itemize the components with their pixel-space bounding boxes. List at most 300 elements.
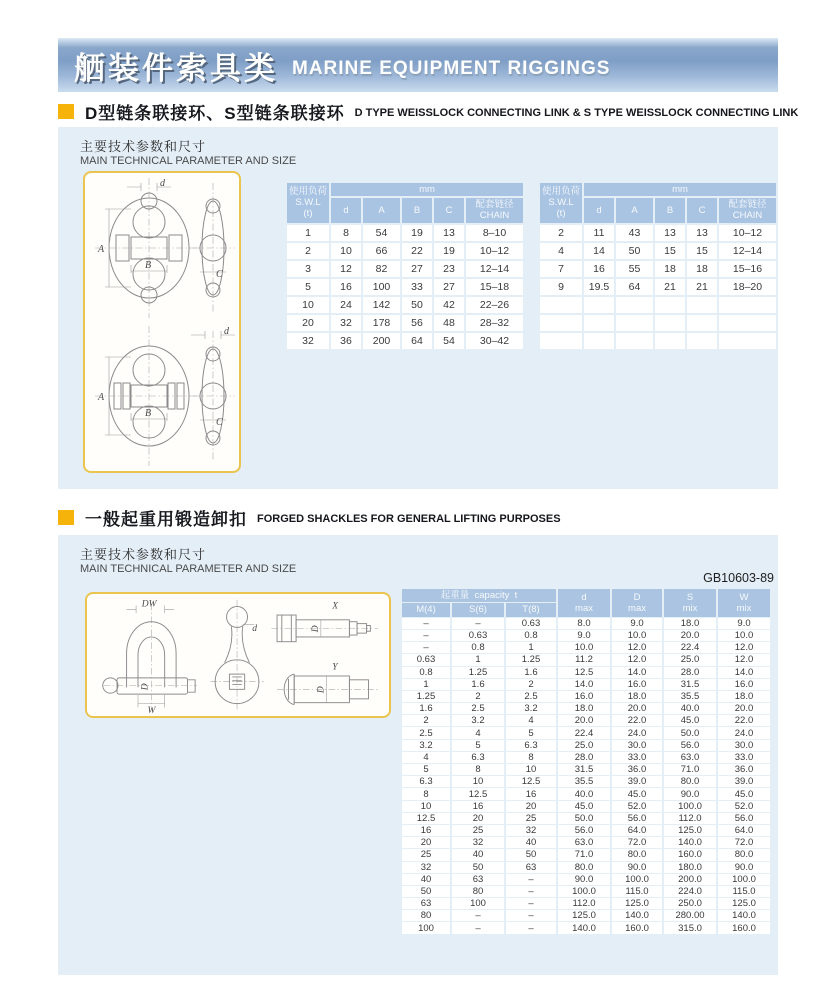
table-cell: 36.0 [718, 764, 770, 775]
table-row [287, 243, 523, 259]
table-cell: 1.6 [506, 667, 556, 678]
table-cell: 100.0 [664, 801, 716, 812]
table-cell: 115.0 [718, 886, 770, 897]
table-row [540, 315, 776, 331]
table-cell: 15 [655, 243, 685, 259]
table-row [402, 788, 770, 799]
table-cell: 71.0 [558, 849, 610, 860]
table-cell: 19 [434, 243, 464, 259]
table-cell: – [506, 898, 556, 909]
table-row [540, 261, 776, 277]
table-cell: 20.0 [664, 630, 716, 641]
section1-panel [58, 127, 778, 489]
table-cell: 22.0 [612, 715, 662, 726]
table-cell: 50 [506, 849, 556, 860]
section1-title-cn: D型链条联接环、S型链条联接环 [85, 104, 345, 123]
table-cell: 100.0 [718, 874, 770, 885]
column-header-b: B [402, 198, 432, 222]
table-row [402, 679, 770, 690]
table-cell: 25.0 [558, 740, 610, 751]
section2-title-en: FORGED SHACKLES FOR GENERAL LIFTING PURPOSES [257, 513, 561, 525]
table-cell: 10.0 [612, 630, 662, 641]
table-cell [540, 315, 582, 331]
table-cell: 90.0 [664, 788, 716, 799]
table-cell: 11 [584, 225, 614, 241]
table-cell: 1.25 [452, 667, 504, 678]
table-cell: 16.0 [558, 691, 610, 702]
table-cell: 20 [287, 315, 329, 331]
table-cell: 40.0 [664, 703, 716, 714]
table-cell: 25.0 [664, 654, 716, 665]
banner-title-en: MARINE EQUIPMENT RIGGINGS [292, 57, 611, 79]
dim-label-b: B [145, 408, 152, 419]
table-body [540, 225, 776, 349]
section2-panel [58, 535, 778, 975]
table-row [402, 703, 770, 714]
section1-header [58, 99, 798, 124]
dim-label-c: C [216, 417, 223, 428]
table-cell: 19 [402, 225, 432, 241]
table-cell: 12.0 [612, 642, 662, 653]
table-cell [616, 333, 653, 349]
table-cell [584, 315, 614, 331]
column-header-S-mix: S mix [664, 589, 716, 617]
table-cell: 8 [331, 225, 361, 241]
table-cell: 63 [452, 874, 504, 885]
table-cell: 9.0 [558, 630, 610, 641]
table-row [540, 243, 776, 259]
table-cell: 33 [402, 279, 432, 295]
column-header-swl: 使用负荷 S.W.L (t) [287, 183, 329, 223]
table-header [540, 183, 776, 223]
banner-title-cn: 舾装件索具类 [74, 50, 278, 86]
table-row [402, 874, 770, 885]
table-cell: 18–20 [719, 279, 776, 295]
table-cell: 56.0 [558, 825, 610, 836]
table-cell: 10.0 [718, 630, 770, 641]
table-cell: 2 [540, 225, 582, 241]
table-cell: 6.3 [452, 752, 504, 763]
table-cell: 10 [287, 297, 329, 313]
dim-label-dcap: D [311, 625, 321, 633]
table-cell: 160.0 [612, 922, 662, 933]
table-cell: 100.0 [558, 886, 610, 897]
table-row [402, 752, 770, 763]
table-cell: – [402, 618, 450, 629]
column-header-chain: 配套链径 CHAIN [466, 198, 523, 222]
table-header [287, 183, 523, 223]
table-cell: 33.0 [718, 752, 770, 763]
table-cell: 16.0 [612, 679, 662, 690]
table-cell [687, 333, 717, 349]
table-body [287, 225, 523, 349]
table-row [287, 261, 523, 277]
section2-title-cn: 一般起重用锻造卸扣 [85, 510, 247, 529]
table-cell: 8 [402, 788, 450, 799]
table-cell: 16 [452, 801, 504, 812]
dim-label-dw: DW [141, 599, 157, 610]
connecting-link-drawing-box [83, 171, 241, 473]
table-cell: – [452, 922, 504, 933]
table-cell: 30–42 [466, 333, 523, 349]
table-cell: 28.0 [664, 667, 716, 678]
table-cell: 0.63 [402, 654, 450, 665]
table-cell: 160.0 [664, 849, 716, 860]
table-cell: 9 [540, 279, 582, 295]
table-cell [655, 333, 685, 349]
table-cell: 71.0 [664, 764, 716, 775]
table-cell: 32 [506, 825, 556, 836]
table-cell: 12.5 [506, 776, 556, 787]
table-cell: 63.0 [558, 837, 610, 848]
table-cell: 18.0 [718, 691, 770, 702]
table-cell: – [506, 910, 556, 921]
table-cell: 48 [434, 315, 464, 331]
table-cell: 20 [402, 837, 450, 848]
table-row [402, 618, 770, 629]
dim-label-d: d [224, 326, 229, 337]
table-cell: 5 [402, 764, 450, 775]
column-header-d-max: d max [558, 589, 610, 617]
dim-label-y: Y [332, 662, 338, 673]
table-cell: 12.0 [718, 642, 770, 653]
table-cell: 52.0 [718, 801, 770, 812]
table-cell: 15–16 [719, 261, 776, 277]
table-cell: 2 [402, 715, 450, 726]
table-cell: 4 [540, 243, 582, 259]
table-cell: 40 [452, 849, 504, 860]
table-row [402, 849, 770, 860]
table-cell: 1 [402, 679, 450, 690]
table-cell: 18 [687, 261, 717, 277]
table-cell: 10 [506, 764, 556, 775]
table-cell: 50 [402, 297, 432, 313]
table-cell: 1.25 [402, 691, 450, 702]
table-cell: 15 [687, 243, 717, 259]
table-cell: 63 [506, 862, 556, 873]
table-cell: 224.0 [664, 886, 716, 897]
dim-label-dcap: D [316, 686, 327, 694]
table-cell: 14.0 [612, 667, 662, 678]
table-cell: 80.0 [718, 849, 770, 860]
table-row [402, 862, 770, 873]
column-header-m4: M(4) [402, 603, 450, 616]
table-cell: 100.0 [612, 874, 662, 885]
dim-label-x: X [332, 601, 339, 612]
shackle-drawing-box [85, 592, 391, 718]
table-cell: 200 [363, 333, 400, 349]
section-bullet-icon [58, 510, 74, 525]
table-cell: – [402, 642, 450, 653]
table-cell: 15–18 [466, 279, 523, 295]
table-cell: 24.0 [718, 727, 770, 738]
column-header-b: B [655, 198, 685, 222]
table-cell: 33.0 [612, 752, 662, 763]
table-cell: 10 [452, 776, 504, 787]
table-cell: 54 [434, 333, 464, 349]
shackle-technical-drawing [88, 596, 388, 716]
table-cell: 55 [616, 261, 653, 277]
table-cell: 142 [363, 297, 400, 313]
table-cell: 32 [287, 333, 329, 349]
table-cell: 36 [331, 333, 361, 349]
table-row [402, 691, 770, 702]
table-cell: 13 [655, 225, 685, 241]
table-cell [584, 333, 614, 349]
table-row [287, 279, 523, 295]
table-cell: – [506, 874, 556, 885]
table-row [402, 837, 770, 848]
table-cell: 10 [402, 801, 450, 812]
table-cell: 3.2 [452, 715, 504, 726]
table-cell: 16 [402, 825, 450, 836]
table-cell: 7 [540, 261, 582, 277]
table-cell: 45.0 [718, 788, 770, 799]
table-row [402, 630, 770, 641]
table-row [402, 776, 770, 787]
table-cell: 22–26 [466, 297, 523, 313]
column-header-mm: mm [331, 183, 523, 196]
table-cell: 200.0 [664, 874, 716, 885]
table-cell: 42 [434, 297, 464, 313]
table-cell: 56.0 [718, 813, 770, 824]
table-cell: 80.0 [612, 849, 662, 860]
table-cell: 5 [287, 279, 329, 295]
connecting-link-drawing-d-type [87, 175, 237, 321]
table-cell [655, 297, 685, 313]
table-cell [719, 315, 776, 331]
column-header-capacity: 起重量 capacity t [402, 589, 556, 602]
table-cell [616, 315, 653, 331]
table-cell: 39.0 [718, 776, 770, 787]
column-header-a: A [363, 198, 400, 222]
table-cell: 32 [331, 315, 361, 331]
table-cell [616, 297, 653, 313]
table-cell: 1 [506, 642, 556, 653]
table-cell: 3.2 [402, 740, 450, 751]
table-row [540, 279, 776, 295]
table-cell: 315.0 [664, 922, 716, 933]
link-parameter-table-d-type [285, 181, 525, 351]
table-cell: 50 [616, 243, 653, 259]
table-cell: 25 [506, 813, 556, 824]
table-cell [719, 333, 776, 349]
table-cell: 18.0 [664, 618, 716, 629]
table-cell: 12.5 [452, 788, 504, 799]
table-cell: 0.63 [452, 630, 504, 641]
table-cell: 31.5 [558, 764, 610, 775]
table-row [402, 727, 770, 738]
table-cell: – [452, 910, 504, 921]
dim-label-d: d [252, 624, 258, 635]
table-cell: 45.0 [664, 715, 716, 726]
table-cell: 112.0 [664, 813, 716, 824]
table-cell: 21 [687, 279, 717, 295]
table-cell: 8 [452, 764, 504, 775]
table-cell: 2.5 [402, 727, 450, 738]
dim-label-a: A [98, 392, 105, 403]
column-header-c: C [434, 198, 464, 222]
table-cell: 30.0 [718, 740, 770, 751]
table-cell [584, 297, 614, 313]
table-cell: 112.0 [558, 898, 610, 909]
table-cell: 1 [452, 654, 504, 665]
shackle-parameter-table [400, 588, 772, 935]
table-cell: 24 [331, 297, 361, 313]
table-cell: 18.0 [558, 703, 610, 714]
table-cell: 10 [331, 243, 361, 259]
table-cell: 100 [452, 898, 504, 909]
table-cell: 24.0 [612, 727, 662, 738]
table-cell: 10–12 [466, 243, 523, 259]
table-cell: 56 [402, 315, 432, 331]
table-cell: 27 [434, 279, 464, 295]
table-cell: 80 [402, 910, 450, 921]
table-cell: 8.0 [558, 618, 610, 629]
table-row [402, 910, 770, 921]
table-row [287, 297, 523, 313]
table-row [287, 315, 523, 331]
table-cell: 18.0 [612, 691, 662, 702]
table-row [402, 740, 770, 751]
dim-label-dcap: D [140, 683, 151, 691]
table-row [287, 333, 523, 349]
table-row [402, 922, 770, 933]
table-row [402, 654, 770, 665]
table-cell: 178 [363, 315, 400, 331]
column-header-d: d [331, 198, 361, 222]
connecting-link-drawing-s-type [87, 323, 237, 469]
table-cell: 280.00 [664, 910, 716, 921]
table-cell: 1.6 [452, 679, 504, 690]
table-cell: 22.0 [718, 715, 770, 726]
table-row [402, 886, 770, 897]
table-cell: 0.8 [452, 642, 504, 653]
table-cell: 25 [452, 825, 504, 836]
table-cell: 16.0 [718, 679, 770, 690]
table-row [287, 225, 523, 241]
table-cell: 56.0 [664, 740, 716, 751]
table-cell: 14 [584, 243, 614, 259]
table-cell: 80.0 [558, 862, 610, 873]
table-cell: 250.0 [664, 898, 716, 909]
table-cell: 16 [584, 261, 614, 277]
table-cell: 125.0 [612, 898, 662, 909]
column-header-c: C [687, 198, 717, 222]
table-cell: 19.5 [584, 279, 614, 295]
table-cell: 16 [331, 279, 361, 295]
table-cell: 80.0 [664, 776, 716, 787]
table-cell: 20 [506, 801, 556, 812]
table-cell: 4 [506, 715, 556, 726]
column-header-t8: T(8) [506, 603, 556, 616]
table-cell: 0.8 [506, 630, 556, 641]
table-body [402, 618, 770, 934]
table-cell: 9.0 [718, 618, 770, 629]
table-cell: 64.0 [718, 825, 770, 836]
dim-label-d: d [160, 178, 165, 189]
table-cell: 40.0 [558, 788, 610, 799]
table-cell: 4 [402, 752, 450, 763]
table-cell: 25 [402, 849, 450, 860]
table-row [540, 225, 776, 241]
table-cell: 140.0 [718, 910, 770, 921]
table-cell: 3 [287, 261, 329, 277]
table-cell: – [452, 618, 504, 629]
section2-subtitle-cn: 主要技术参数和尺寸 [80, 547, 207, 562]
dim-label-a: A [98, 244, 105, 255]
table-row [402, 764, 770, 775]
table-cell: 6.3 [402, 776, 450, 787]
table-cell: 82 [363, 261, 400, 277]
table-cell: 2 [506, 679, 556, 690]
table-cell: 22.4 [664, 642, 716, 653]
column-header-swl: 使用负荷 S.W.L (t) [540, 183, 582, 223]
table-cell: 2.5 [452, 703, 504, 714]
table-cell [655, 315, 685, 331]
table-cell: 50 [402, 886, 450, 897]
column-header-a: A [616, 198, 653, 222]
table-cell: 63 [402, 898, 450, 909]
table-cell: 72.0 [718, 837, 770, 848]
table-cell: 12–14 [719, 243, 776, 259]
table-cell: 13 [434, 225, 464, 241]
table-cell: 52.0 [612, 801, 662, 812]
table-cell: 5 [452, 740, 504, 751]
dim-label-b: B [145, 260, 152, 271]
table-cell: 90.0 [612, 862, 662, 873]
table-cell: 125.0 [718, 898, 770, 909]
table-cell: 11.2 [558, 654, 610, 665]
table-cell: 90.0 [558, 874, 610, 885]
table-row [402, 667, 770, 678]
table-cell: 13 [687, 225, 717, 241]
column-header-W-mix: W mix [718, 589, 770, 617]
table-cell: 5 [506, 727, 556, 738]
column-header-D-max: D max [612, 589, 662, 617]
table-cell: 3.2 [506, 703, 556, 714]
table-cell: 23 [434, 261, 464, 277]
column-header-s6: S(6) [452, 603, 504, 616]
table-cell [719, 297, 776, 313]
table-cell: 45.0 [558, 801, 610, 812]
table-cell: 90.0 [718, 862, 770, 873]
table-cell: – [402, 630, 450, 641]
table-cell: 40 [506, 837, 556, 848]
table-cell: 12.0 [718, 654, 770, 665]
table-cell: 63.0 [664, 752, 716, 763]
table-cell: 31.5 [664, 679, 716, 690]
section1-subtitle-cn: 主要技术参数和尺寸 [80, 139, 207, 154]
table-cell [687, 297, 717, 313]
table-cell: 21 [655, 279, 685, 295]
table-cell: 54 [363, 225, 400, 241]
table-cell: 12–14 [466, 261, 523, 277]
table-cell: 115.0 [612, 886, 662, 897]
table-cell: 20.0 [718, 703, 770, 714]
table-cell: 28.0 [558, 752, 610, 763]
table-cell: 125.0 [558, 910, 610, 921]
table-cell: 6.3 [506, 740, 556, 751]
table-cell: 56.0 [612, 813, 662, 824]
dim-label-c: C [216, 269, 223, 280]
table-cell: 36.0 [612, 764, 662, 775]
table-cell: 1.6 [402, 703, 450, 714]
table-row [540, 297, 776, 313]
table-cell: 2.5 [506, 691, 556, 702]
table-cell: 27 [402, 261, 432, 277]
section-bullet-icon [58, 104, 74, 119]
